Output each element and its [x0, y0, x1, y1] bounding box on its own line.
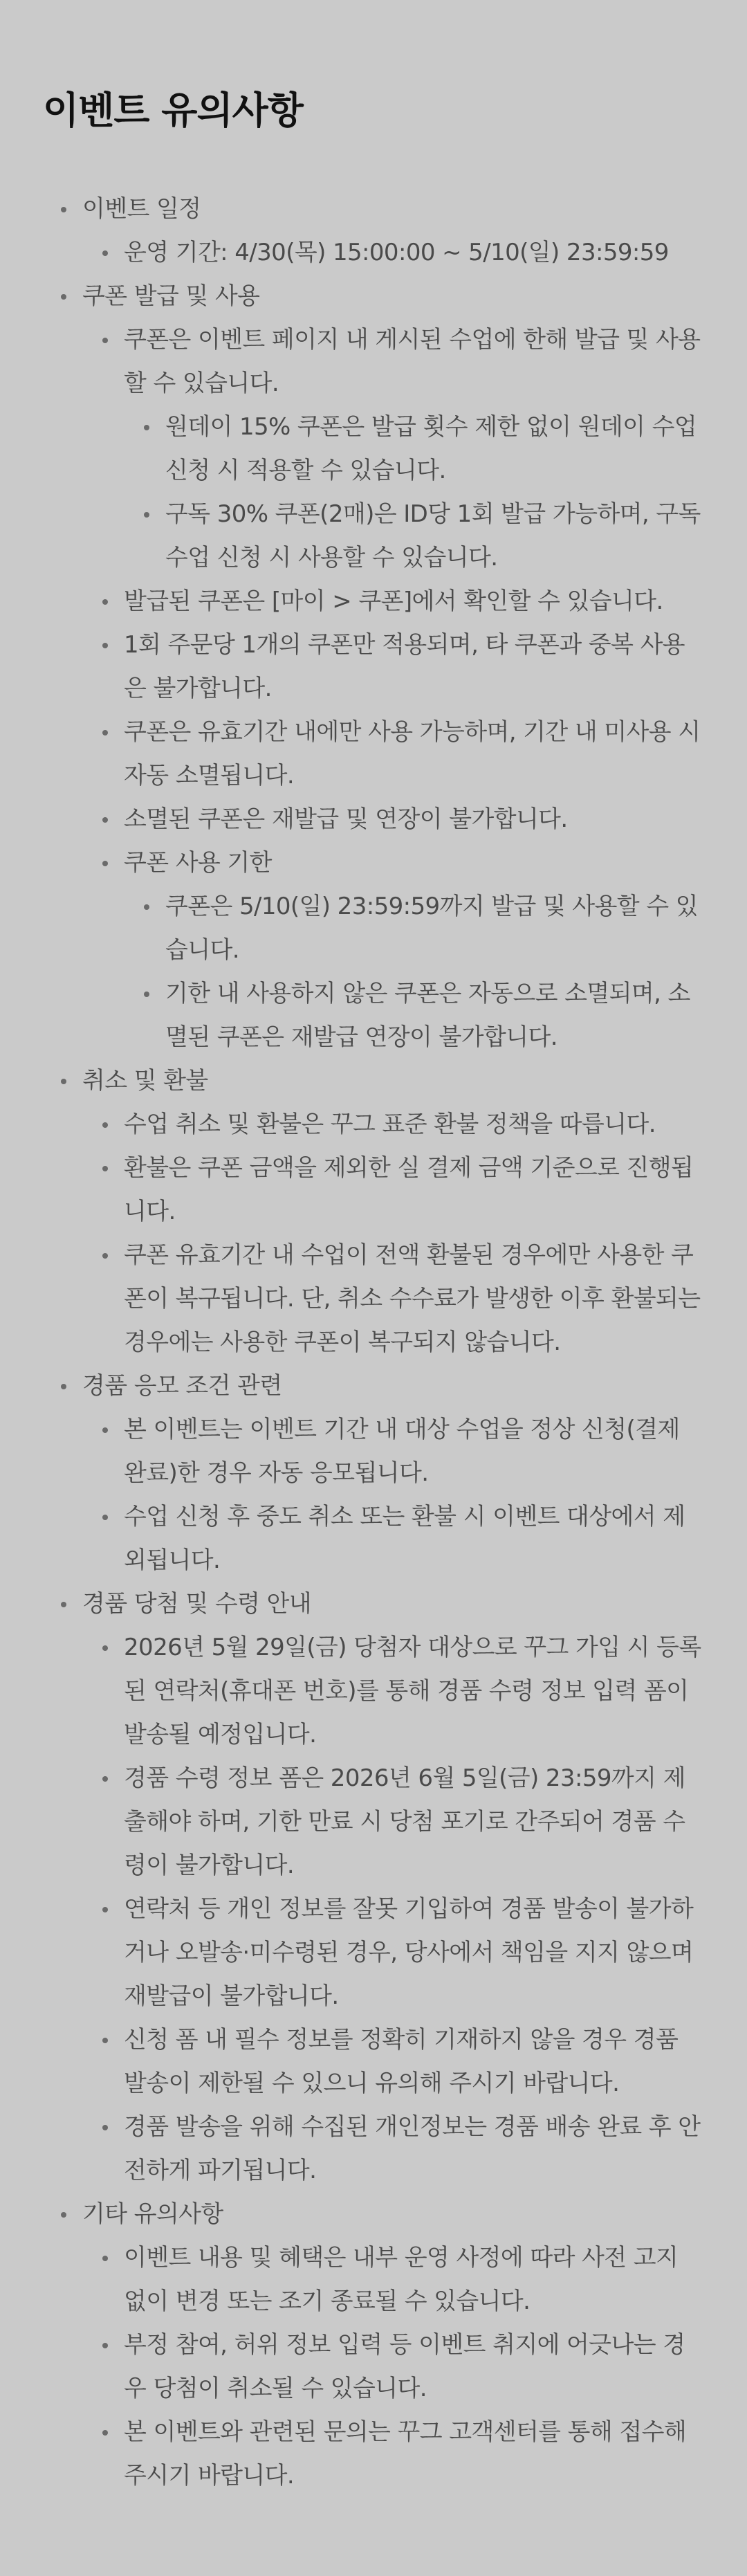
list-item [124, 1234, 706, 1364]
item-text: 쿠폰은 이벤트 페이지 내 게시된 수업에 한해 발급 및 사용할 수 있습니다. [124, 325, 701, 397]
item-text: 경품 발송을 위해 수집된 개인정보는 경품 배송 완료 후 안전하게 파기됩니다. [124, 2112, 701, 2184]
notice-section [82, 2193, 706, 2498]
section-items [82, 1103, 706, 1364]
item-text: 쿠폰 유효기간 내 수업이 전액 환불된 경우에만 사용한 쿠폰이 복구됩니다. 단, 취소 수수료가 발생한 이후 환불되는 경우에는 사용한 쿠폰이 복구되지 않습니다. [124, 1241, 701, 1356]
sub-item-text: 기한 내 사용하지 않은 쿠폰은 자동으로 소멸되며, 소멸된 쿠폰은 재발급 연장이 불가합니다. [165, 979, 690, 1051]
sub-item-text: 구독 30% 쿠폰(2매)은 ID당 1회 발급 가능하며, 구독 수업 신청 시 사용할 수 있습니다. [165, 500, 701, 572]
sub-items [124, 405, 706, 580]
section-items [82, 2236, 706, 2498]
notice-section [82, 275, 706, 1059]
section-heading: 경품 응모 조건 관련 [82, 1371, 282, 1400]
section-items [82, 1408, 706, 1582]
list-item [124, 231, 706, 275]
sub-list-item [165, 885, 706, 972]
item-text: 신청 폼 내 필수 정보를 정확히 기재하지 않을 경우 경품 발송이 제한될 수 있으니 유의해 주시기 바랍니다. [124, 2025, 679, 2097]
list-item [124, 1147, 706, 1234]
sub-item-text: 원데이 15% 쿠폰은 발급 횟수 제한 없이 원데이 수업 신청 시 적용할 수 있습니다. [165, 412, 697, 484]
item-text: 부정 참여, 허위 정보 입력 등 이벤트 취지에 어긋나는 경우 당첨이 취소될 수 있습니다. [124, 2330, 685, 2402]
item-text: 이벤트 내용 및 혜택은 내부 운영 사정에 따라 사전 고지 없이 변경 또는 조기 종료될 수 있습니다. [124, 2243, 679, 2315]
list-item [124, 1757, 706, 1888]
item-text: 2026년 5월 29일(금) 당첨자 대상으로 꾸그 가입 시 등록된 연락처(휴대폰 번호)를 통해 경품 수령 정보 입력 폼이 발송될 예정입니다. [124, 1633, 701, 1748]
section-heading: 기타 유의사항 [82, 2200, 223, 2228]
list-item [124, 1495, 706, 1582]
list-item [124, 2411, 706, 2498]
section-heading: 취소 및 환불 [82, 1066, 208, 1095]
item-text: 수업 신청 후 중도 취소 또는 환불 시 이벤트 대상에서 제외됩니다. [124, 1502, 685, 1574]
item-text: 환불은 쿠폰 금액을 제외한 실 결제 금액 기준으로 진행됩니다. [124, 1153, 694, 1225]
section-items [82, 318, 706, 1059]
list-item [124, 2018, 706, 2105]
notice-section [82, 188, 706, 275]
list-item [124, 318, 706, 580]
list-item [124, 2105, 706, 2193]
sub-items [124, 885, 706, 1059]
list-item [124, 2323, 706, 2411]
list-item [124, 1888, 706, 2018]
section-heading: 쿠폰 발급 및 사용 [82, 282, 260, 310]
item-text: 경품 수령 정보 폼은 2026년 6월 5일(금) 23:59까지 제출해야 하며, 기한 만료 시 당첨 포기로 간주되어 경품 수령이 불가합니다. [124, 1764, 685, 1879]
item-text: 쿠폰 사용 기한 [124, 848, 272, 877]
list-item [124, 623, 706, 711]
item-text: 발급된 쿠폰은 [마이 > 쿠폰]에서 확인할 수 있습니다. [124, 587, 663, 615]
section-items [82, 1626, 706, 2193]
item-text: 연락처 등 개인 정보를 잘못 기입하여 경품 발송이 불가하거나 오발송·미수령된 경우, 당사에서 책임을 지지 않으며 재발급이 불가합니다. [124, 1894, 694, 2010]
notice-section [82, 1582, 706, 2193]
list-item [124, 1626, 706, 1757]
item-text: 소멸된 쿠폰은 재발급 및 연장이 불가합니다. [124, 805, 568, 833]
sub-list-item [165, 972, 706, 1059]
list-item [124, 841, 706, 1059]
item-text: 본 이벤트와 관련된 문의는 꾸그 고객센터를 통해 접수해 주시기 바랍니다. [124, 2418, 687, 2490]
item-text: 쿠폰은 유효기간 내에만 사용 가능하며, 기간 내 미사용 시 자동 소멸됩니다. [124, 718, 701, 789]
notice-section [82, 1059, 706, 1364]
notice-section [82, 1364, 706, 1582]
sub-list-item [165, 493, 706, 580]
list-item [124, 1103, 706, 1147]
page-title: 이벤트 유의사항 [43, 89, 303, 132]
list-item [124, 711, 706, 798]
list-item [124, 580, 706, 623]
section-heading: 이벤트 일정 [82, 194, 201, 223]
section-heading: 경품 당첨 및 수령 안내 [82, 1589, 312, 1618]
sub-item-text: 쿠폰은 5/10(일) 23:59:59까지 발급 및 사용할 수 있습니다. [165, 892, 699, 964]
notice-list [43, 188, 706, 2498]
item-text: 수업 취소 및 환불은 꾸그 표준 환불 정책을 따릅니다. [124, 1110, 656, 1138]
list-item [124, 798, 706, 841]
item-text: 본 이벤트는 이벤트 기간 내 대상 수업을 정상 신청(결제 완료)한 경우 자동 응모됩니다. [124, 1415, 680, 1487]
item-text: 1회 주문당 1개의 쿠폰만 적용되며, 타 쿠폰과 중복 사용은 불가합니다. [124, 630, 685, 702]
sub-list-item [165, 405, 706, 493]
list-item [124, 1408, 706, 1495]
section-items [82, 231, 706, 275]
item-text: 운영 기간: 4/30(목) 15:00:00 ~ 5/10(일) 23:59:59 [124, 238, 669, 266]
list-item [124, 2236, 706, 2323]
